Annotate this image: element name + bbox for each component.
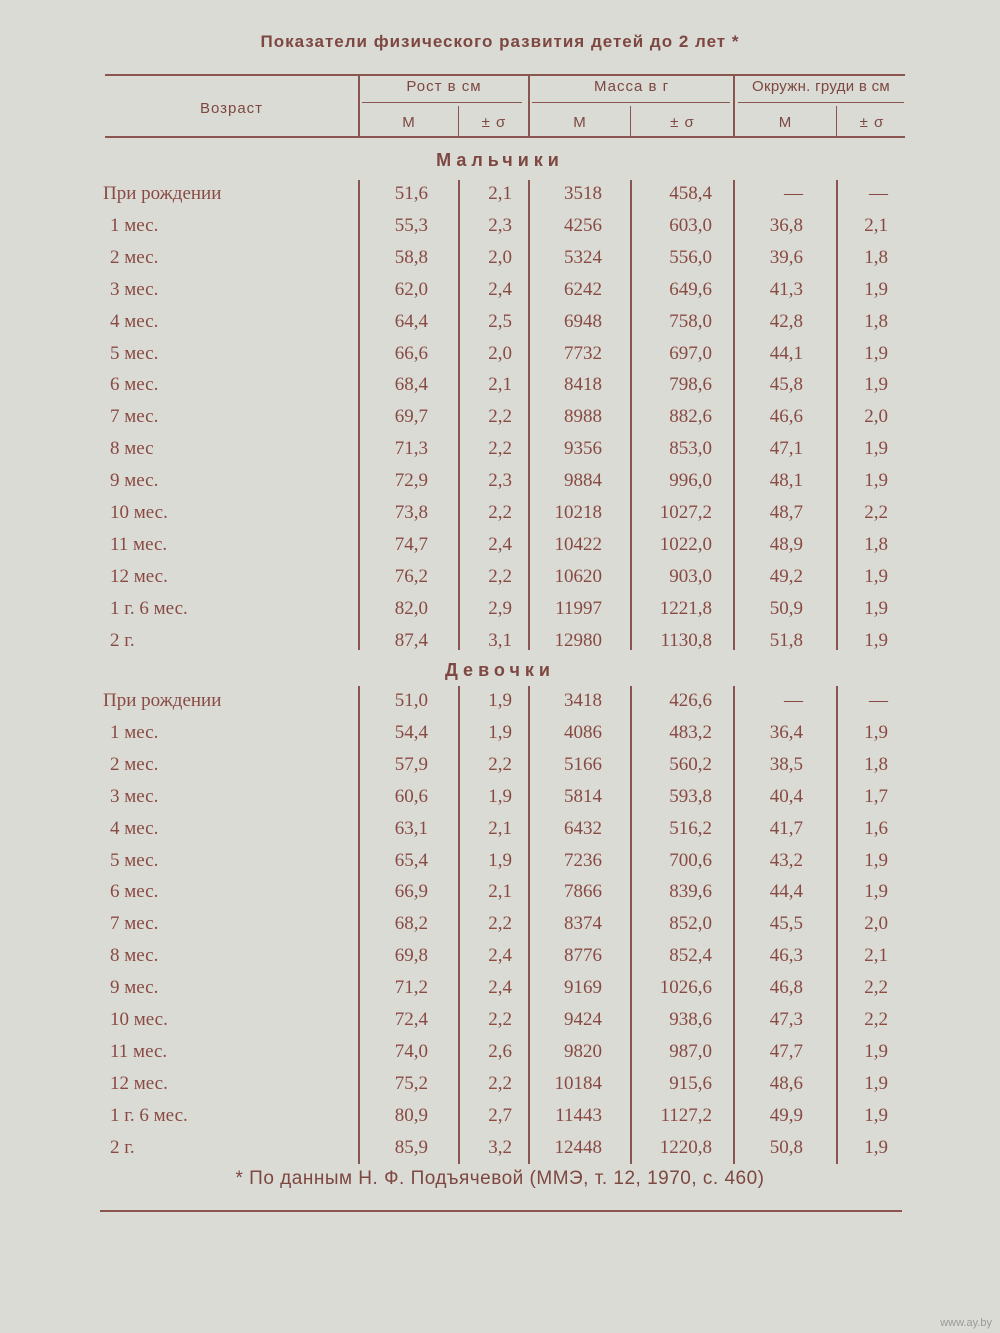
age-cell: 2 мес. xyxy=(110,753,159,775)
header-height-sigma: ± σ xyxy=(481,114,507,131)
age-cell: 4 мес. xyxy=(110,310,159,332)
height-sigma-cell: 2,6 xyxy=(488,1040,512,1062)
chest-m-cell: 46,6 xyxy=(769,406,803,428)
mass-sigma-cell: 852,4 xyxy=(669,945,712,967)
mass-m-cell: 5166 xyxy=(564,753,602,775)
chest-sigma-cell: 1,9 xyxy=(864,278,888,300)
height-m-cell: 65,4 xyxy=(394,849,428,871)
height-m-cell: 63,1 xyxy=(394,817,428,839)
age-cell: При рождении xyxy=(103,690,222,711)
header-age: Возраст xyxy=(199,100,264,117)
height-m-cell: 51,6 xyxy=(394,183,428,204)
chest-sigma-cell: 1,9 xyxy=(864,1104,888,1126)
mass-sigma-cell: 839,6 xyxy=(669,881,712,903)
mass-sigma-cell: 996,0 xyxy=(669,470,712,492)
height-m-cell: 74,0 xyxy=(394,1040,428,1062)
age-cell: 10 мес. xyxy=(110,502,168,523)
header-divider xyxy=(458,106,459,136)
height-m-cell: 82,0 xyxy=(394,597,428,619)
mass-m-cell: 8988 xyxy=(564,406,602,428)
height-sigma-cell: 3,1 xyxy=(488,629,512,651)
chest-sigma-cell: 1,9 xyxy=(864,342,888,364)
chest-m-cell: 48,7 xyxy=(769,502,803,523)
mass-sigma-cell: 556,0 xyxy=(669,246,712,268)
age-cell: 1 г. 6 мес. xyxy=(110,597,188,619)
chest-sigma-cell: 1,8 xyxy=(864,310,888,332)
table-row xyxy=(0,438,1000,468)
section-girls: Девочки xyxy=(445,660,555,680)
table-row xyxy=(0,913,1000,943)
mass-sigma-cell: 903,0 xyxy=(669,565,712,587)
chest-m-cell: 36,4 xyxy=(769,721,803,743)
chest-m-cell: 47,7 xyxy=(769,1040,803,1062)
chest-sigma-cell: 1,9 xyxy=(864,565,888,587)
mass-m-cell: 11443 xyxy=(555,1104,602,1126)
mass-sigma-cell: 1022,0 xyxy=(659,533,712,555)
age-cell: 11 мес. xyxy=(110,1040,168,1062)
chest-m-cell: 46,8 xyxy=(769,977,803,999)
height-sigma-cell: 2,7 xyxy=(488,1104,512,1126)
height-sigma-cell: 2,2 xyxy=(488,753,512,775)
table-row xyxy=(0,1041,1000,1071)
chest-sigma-cell: 1,9 xyxy=(864,374,888,396)
mass-sigma-cell: 1220,8 xyxy=(659,1136,712,1158)
table-row xyxy=(0,598,1000,628)
height-m-cell: 60,6 xyxy=(394,785,428,807)
table-row xyxy=(0,279,1000,309)
age-cell: 9 мес. xyxy=(110,977,159,999)
height-sigma-cell: 2,1 xyxy=(488,881,512,903)
header-mass: Масса в г xyxy=(593,78,670,95)
table-row xyxy=(0,818,1000,848)
height-sigma-cell: 2,1 xyxy=(488,183,512,204)
table-row xyxy=(0,1137,1000,1167)
age-cell: 5 мес. xyxy=(110,849,159,871)
table-row xyxy=(0,1009,1000,1039)
age-cell: 10 мес. xyxy=(110,1009,168,1030)
mass-m-cell: 6432 xyxy=(564,817,602,839)
chest-m-cell: 44,4 xyxy=(769,881,803,903)
table-row xyxy=(0,1073,1000,1103)
mass-sigma-cell: 1127,2 xyxy=(660,1104,712,1126)
mass-m-cell: 5814 xyxy=(564,785,602,807)
chest-m-cell: — xyxy=(784,183,803,204)
mass-sigma-cell: 938,6 xyxy=(669,1009,712,1030)
mass-m-cell: 10422 xyxy=(554,533,602,555)
age-cell: 12 мес. xyxy=(110,1072,168,1094)
chest-m-cell: 50,9 xyxy=(769,597,803,619)
height-m-cell: 76,2 xyxy=(394,565,428,587)
mass-sigma-cell: 700,6 xyxy=(669,849,712,871)
chest-m-cell: 49,2 xyxy=(769,565,803,587)
height-sigma-cell: 2,0 xyxy=(488,342,512,364)
height-m-cell: 54,4 xyxy=(394,721,428,743)
chest-sigma-cell: 1,9 xyxy=(864,597,888,619)
header-divider xyxy=(836,106,837,136)
table-row xyxy=(0,850,1000,880)
age-cell: 1 мес. xyxy=(110,721,159,743)
height-m-cell: 66,9 xyxy=(394,881,428,903)
header-mass-sigma: ± σ xyxy=(670,114,695,131)
table-row xyxy=(0,183,1000,213)
header-subrule-height xyxy=(362,102,522,103)
chest-sigma-cell: 1,9 xyxy=(864,849,888,871)
chest-m-cell: 41,3 xyxy=(769,278,803,300)
table-row xyxy=(0,406,1000,436)
height-m-cell: 55,3 xyxy=(394,214,428,236)
age-cell: При рождении xyxy=(103,183,222,204)
chest-sigma-cell: 1,8 xyxy=(864,753,888,775)
height-sigma-cell: 2,3 xyxy=(488,214,512,236)
mass-m-cell: 4086 xyxy=(564,721,602,743)
chest-m-cell: 47,3 xyxy=(769,1009,803,1030)
mass-sigma-cell: 426,6 xyxy=(669,690,712,711)
height-sigma-cell: 2,2 xyxy=(488,438,512,460)
height-m-cell: 64,4 xyxy=(394,310,428,332)
age-cell: 3 мес. xyxy=(110,785,159,807)
header-bottom-rule xyxy=(105,136,905,138)
height-sigma-cell: 2,0 xyxy=(488,246,512,268)
chest-m-cell: 44,1 xyxy=(769,342,803,364)
chest-m-cell: 39,6 xyxy=(769,246,803,268)
bottom-rule xyxy=(100,1210,902,1212)
height-m-cell: 72,4 xyxy=(394,1009,428,1030)
chest-sigma-cell: 1,9 xyxy=(864,1136,888,1158)
mass-sigma-cell: 798,6 xyxy=(669,374,712,396)
table-row xyxy=(0,754,1000,784)
height-m-cell: 68,4 xyxy=(394,374,428,396)
chest-sigma-cell: 2,2 xyxy=(864,977,888,999)
height-m-cell: 71,2 xyxy=(394,977,428,999)
table-row xyxy=(0,470,1000,500)
chest-sigma-cell: 1,8 xyxy=(864,246,888,268)
table-row xyxy=(0,786,1000,816)
footnote: * По данным Н. Ф. Подъячевой (ММЭ, т. 12, 1970, с. 460) xyxy=(235,1168,765,1189)
age-cell: 6 мес. xyxy=(110,881,159,903)
mass-m-cell: 8776 xyxy=(564,945,602,967)
chest-sigma-cell: 1,7 xyxy=(864,785,888,807)
table-row xyxy=(0,247,1000,277)
mass-m-cell: 3518 xyxy=(564,183,602,204)
table-row xyxy=(0,881,1000,911)
mass-m-cell: 4256 xyxy=(564,214,602,236)
mass-m-cell: 12980 xyxy=(554,629,602,651)
chest-sigma-cell: 2,1 xyxy=(864,945,888,967)
header-height: Рост в см xyxy=(406,78,482,95)
age-cell: 2 г. xyxy=(110,629,135,651)
mass-m-cell: 9884 xyxy=(564,470,602,492)
table-row xyxy=(0,534,1000,564)
mass-sigma-cell: 483,2 xyxy=(669,721,712,743)
height-sigma-cell: 2,2 xyxy=(488,1009,512,1030)
mass-m-cell: 9820 xyxy=(564,1040,602,1062)
table-row xyxy=(0,977,1000,1007)
height-sigma-cell: 2,4 xyxy=(488,533,512,555)
height-m-cell: 72,9 xyxy=(394,470,428,492)
chest-sigma-cell: 1,6 xyxy=(864,817,888,839)
height-sigma-cell: 1,9 xyxy=(488,849,512,871)
height-sigma-cell: 2,3 xyxy=(488,470,512,492)
mass-sigma-cell: 1221,8 xyxy=(659,597,712,619)
table-row xyxy=(0,1105,1000,1135)
table-row xyxy=(0,566,1000,596)
mass-sigma-cell: 915,6 xyxy=(669,1072,712,1094)
height-sigma-cell: 2,4 xyxy=(488,977,512,999)
age-cell: 1 г. 6 мес. xyxy=(110,1104,188,1126)
height-m-cell: 75,2 xyxy=(394,1072,428,1094)
chest-m-cell: 40,4 xyxy=(769,785,803,807)
mass-sigma-cell: 593,8 xyxy=(669,785,712,807)
chest-m-cell: 49,9 xyxy=(769,1104,803,1126)
chest-m-cell: 38,5 xyxy=(769,753,803,775)
mass-sigma-cell: 697,0 xyxy=(669,342,712,364)
height-sigma-cell: 2,1 xyxy=(488,817,512,839)
mass-m-cell: 8374 xyxy=(564,913,602,935)
height-sigma-cell: 2,4 xyxy=(488,278,512,300)
table-row xyxy=(0,502,1000,532)
mass-sigma-cell: 516,2 xyxy=(669,817,712,839)
mass-m-cell: 6242 xyxy=(564,278,602,300)
mass-m-cell: 5324 xyxy=(564,246,602,268)
chest-sigma-cell: 2,0 xyxy=(864,913,888,935)
height-sigma-cell: 2,2 xyxy=(488,502,512,523)
table-row xyxy=(0,722,1000,752)
mass-m-cell: 10184 xyxy=(554,1072,602,1094)
header-subrule-chest xyxy=(738,102,904,103)
chest-sigma-cell: 2,2 xyxy=(864,502,888,523)
table-title: Показатели физического развития детей до 2 лет * xyxy=(260,32,740,51)
mass-m-cell: 12448 xyxy=(554,1136,602,1158)
age-cell: 3 мес. xyxy=(110,278,159,300)
mass-sigma-cell: 987,0 xyxy=(669,1040,712,1062)
mass-m-cell: 9424 xyxy=(564,1009,602,1030)
header-chest: Окружн. груди в см xyxy=(751,78,891,95)
chest-m-cell: 45,5 xyxy=(769,913,803,935)
height-sigma-cell: 2,2 xyxy=(488,565,512,587)
mass-m-cell: 9356 xyxy=(564,438,602,460)
height-sigma-cell: 3,2 xyxy=(488,1136,512,1158)
chest-m-cell: 48,1 xyxy=(769,470,803,492)
section-boys: Мальчики xyxy=(436,150,564,170)
chest-m-cell: 48,6 xyxy=(769,1072,803,1094)
mass-m-cell: 7732 xyxy=(564,342,602,364)
age-cell: 11 мес. xyxy=(110,533,168,555)
chest-m-cell: 42,8 xyxy=(769,310,803,332)
table-row xyxy=(0,215,1000,245)
height-sigma-cell: 2,4 xyxy=(488,945,512,967)
chest-m-cell: 47,1 xyxy=(769,438,803,460)
mass-m-cell: 9169 xyxy=(564,977,602,999)
mass-m-cell: 7236 xyxy=(564,849,602,871)
header-subrule-mass xyxy=(532,102,730,103)
chest-sigma-cell: — xyxy=(869,183,888,204)
table-row xyxy=(0,945,1000,975)
header-chest-m: М xyxy=(778,114,793,131)
height-sigma-cell: 1,9 xyxy=(488,785,512,807)
watermark: www.ay.by xyxy=(940,1317,992,1329)
age-cell: 2 мес. xyxy=(110,246,159,268)
height-m-cell: 57,9 xyxy=(394,753,428,775)
height-m-cell: 69,8 xyxy=(394,945,428,967)
height-sigma-cell: 2,5 xyxy=(488,310,512,332)
mass-sigma-cell: 882,6 xyxy=(669,406,712,428)
age-cell: 7 мес. xyxy=(110,913,159,935)
chest-sigma-cell: 1,9 xyxy=(864,1040,888,1062)
header-divider xyxy=(630,106,631,136)
mass-m-cell: 10620 xyxy=(554,565,602,587)
age-cell: 4 мес. xyxy=(110,817,159,839)
chest-sigma-cell: 1,9 xyxy=(864,881,888,903)
age-cell: 7 мес. xyxy=(110,406,159,428)
header-height-m: М xyxy=(402,114,416,131)
chest-sigma-cell: 1,9 xyxy=(864,721,888,743)
chest-sigma-cell: 2,0 xyxy=(864,406,888,428)
mass-sigma-cell: 852,0 xyxy=(669,913,712,935)
height-m-cell: 71,3 xyxy=(394,438,428,460)
chest-sigma-cell: 1,9 xyxy=(864,470,888,492)
age-cell: 8 мес. xyxy=(110,945,159,967)
chest-m-cell: 51,8 xyxy=(769,629,803,651)
chest-m-cell: 36,8 xyxy=(769,214,803,236)
chest-m-cell: 43,2 xyxy=(769,849,803,871)
height-m-cell: 74,7 xyxy=(394,533,428,555)
chest-m-cell: 41,7 xyxy=(769,817,803,839)
chest-sigma-cell: 2,1 xyxy=(864,214,888,236)
height-m-cell: 62,0 xyxy=(394,278,428,300)
height-m-cell: 58,8 xyxy=(394,246,428,268)
mass-sigma-cell: 1026,6 xyxy=(659,977,712,999)
height-m-cell: 80,9 xyxy=(394,1104,428,1126)
height-sigma-cell: 1,9 xyxy=(488,690,512,711)
height-sigma-cell: 1,9 xyxy=(488,721,512,743)
height-m-cell: 69,7 xyxy=(394,406,428,428)
chest-sigma-cell: 1,9 xyxy=(864,629,888,651)
table-row xyxy=(0,343,1000,373)
mass-sigma-cell: 458,4 xyxy=(669,183,712,204)
mass-sigma-cell: 1130,8 xyxy=(660,629,712,651)
mass-sigma-cell: 1027,2 xyxy=(659,502,712,523)
mass-sigma-cell: 853,0 xyxy=(669,438,712,460)
chest-sigma-cell: 1,8 xyxy=(864,533,888,555)
age-cell: 1 мес. xyxy=(110,214,159,236)
chest-sigma-cell: 1,9 xyxy=(864,438,888,460)
chest-sigma-cell: — xyxy=(869,690,888,711)
mass-m-cell: 3418 xyxy=(564,690,602,711)
mass-sigma-cell: 758,0 xyxy=(669,310,712,332)
age-cell: 2 г. xyxy=(110,1136,135,1158)
age-cell: 8 мес xyxy=(110,438,154,460)
mass-m-cell: 7866 xyxy=(564,881,602,903)
table-row xyxy=(0,690,1000,720)
chest-m-cell: 48,9 xyxy=(769,533,803,555)
chest-sigma-cell: 2,2 xyxy=(864,1009,888,1030)
height-sigma-cell: 2,2 xyxy=(488,1072,512,1094)
mass-m-cell: 6948 xyxy=(564,310,602,332)
table-row xyxy=(0,630,1000,660)
header-chest-sigma: ± σ xyxy=(859,114,885,131)
table-row xyxy=(0,374,1000,404)
mass-m-cell: 11997 xyxy=(555,597,602,619)
height-m-cell: 66,6 xyxy=(394,342,428,364)
mass-m-cell: 8418 xyxy=(564,374,602,396)
chest-sigma-cell: 1,9 xyxy=(864,1072,888,1094)
mass-sigma-cell: 649,6 xyxy=(669,278,712,300)
mass-sigma-cell: 603,0 xyxy=(669,214,712,236)
age-cell: 9 мес. xyxy=(110,470,159,492)
age-cell: 12 мес. xyxy=(110,565,168,587)
height-sigma-cell: 2,1 xyxy=(488,374,512,396)
table-row xyxy=(0,311,1000,341)
chest-m-cell: 50,8 xyxy=(769,1136,803,1158)
mass-sigma-cell: 560,2 xyxy=(669,753,712,775)
chest-m-cell: 46,3 xyxy=(769,945,803,967)
header-mass-m: М xyxy=(573,114,587,131)
height-m-cell: 73,8 xyxy=(394,502,428,523)
chest-m-cell: — xyxy=(784,690,803,711)
age-cell: 5 мес. xyxy=(110,342,159,364)
height-sigma-cell: 2,9 xyxy=(488,597,512,619)
mass-m-cell: 10218 xyxy=(554,502,602,523)
height-m-cell: 87,4 xyxy=(394,629,428,651)
height-sigma-cell: 2,2 xyxy=(488,406,512,428)
age-cell: 6 мес. xyxy=(110,374,159,396)
chest-m-cell: 45,8 xyxy=(769,374,803,396)
height-m-cell: 68,2 xyxy=(394,913,428,935)
height-sigma-cell: 2,2 xyxy=(488,913,512,935)
table-top-rule xyxy=(105,74,905,76)
height-m-cell: 51,0 xyxy=(394,690,428,711)
height-m-cell: 85,9 xyxy=(394,1136,428,1158)
